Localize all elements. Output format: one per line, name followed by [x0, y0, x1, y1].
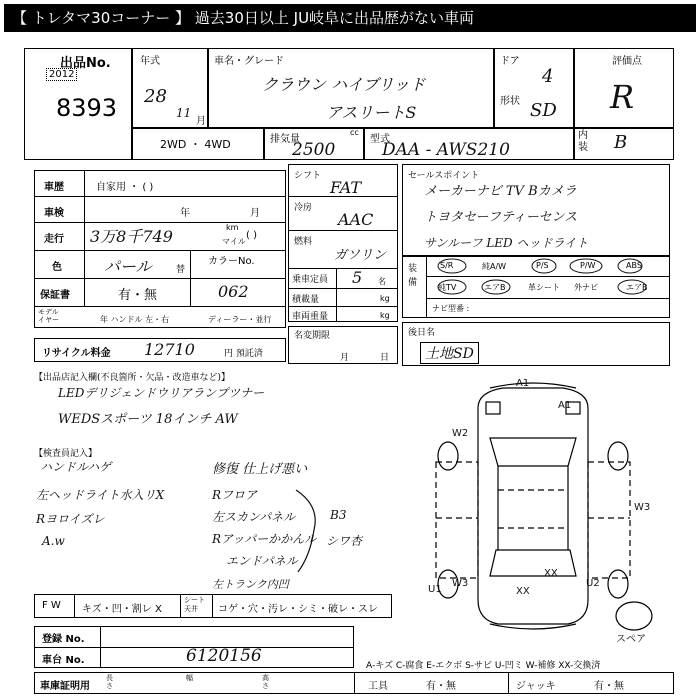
inspector-mid-6: 左トランク内凹 [212, 578, 289, 591]
diagram-mark-w3-left: W3 [452, 578, 469, 589]
inspector-right-2: シワ杏 [326, 534, 363, 548]
diagram-mark-w3-right: W3 [634, 502, 651, 513]
model-year-value: 28 [144, 86, 167, 107]
warranty-label: 保証書 [40, 290, 70, 301]
inspector-mid-2: Rフロア [212, 488, 258, 502]
doors-label: ドア [500, 56, 520, 67]
aircon-value: AAC [338, 210, 374, 229]
footer-width: 幅 [186, 674, 193, 682]
recycle-value: 12710 [144, 340, 195, 359]
info-block [34, 170, 286, 328]
header-title: 【 トレタマ30コーナー 】 過去30日以上 JU岐阜に出品歴がない車両 [12, 9, 475, 27]
lot-year: 2012 [46, 68, 77, 81]
damage-legend: A-キズ C-腐食 E-エクボ S-サビ U-凹ミ W-補修 XX-交換済 [366, 661, 601, 671]
seat-label: シート 天井 [184, 596, 205, 613]
fw-items: キズ・凹・割レ X [82, 604, 162, 615]
inspection-label: 車検 [44, 208, 64, 219]
navi-model: ナビ型番 : [432, 304, 470, 313]
history-label: 車歴 [44, 182, 64, 193]
inspection-year: 年 [180, 208, 190, 219]
exhibitor-note-1: LEDデリジェンドウリアランプツナー [58, 386, 265, 400]
model-year-row-label: モデル イヤー [38, 308, 59, 324]
model-year-month-unit: 月 [196, 116, 206, 127]
capacity-value: 5 [352, 268, 363, 287]
mileage-unit-km: km [226, 223, 239, 232]
load-label: 積載量 [292, 295, 320, 305]
fuel-value: ガソリン [334, 248, 387, 263]
recycle-label: リサイクル料金 [42, 348, 111, 359]
sales-point-2: トヨタセーフティーセンス [424, 210, 578, 225]
shape-label: 形状 [500, 96, 520, 107]
car-damage-diagram [408, 378, 688, 645]
inspector-left-2: 左ヘッドライト水入リX [36, 488, 165, 502]
sales-point-3: サンルーフ LED ヘッドライト [424, 236, 589, 250]
equip-aw: 純A/W [482, 262, 507, 271]
aircon-label: 冷房 [294, 203, 313, 213]
model-code-label: 型式 [370, 134, 390, 145]
equip-navi: 外ナビ [574, 283, 598, 292]
footer-jack-label: ジャッキ [516, 681, 556, 692]
sales-point-1: メーカーナビ TV Bカメラ [424, 184, 577, 199]
model-code-value: DAA - AWS210 [382, 140, 510, 160]
equip-ps: P/S [536, 261, 549, 270]
mileage-unit-mile: マイル [222, 237, 246, 246]
eval-value: R [610, 78, 635, 116]
equip-airbag: エアB [484, 283, 506, 292]
equip-sr: S/R [440, 261, 454, 270]
inspector-left-1: ハンドルハゲ [40, 460, 112, 474]
footer-tools-label: 工具 [368, 681, 388, 692]
mileage-label: 走行 [44, 234, 64, 245]
displacement-value: 2500 [292, 140, 336, 160]
color-alt-label: 替 [176, 265, 186, 275]
sales-points-label: セールスポイント [408, 171, 480, 181]
interior-label: 内装 [578, 130, 588, 153]
dealer-text: ディーラー・並行 [208, 315, 272, 324]
handle-text: 年 ハンドル 左・右 [100, 315, 170, 324]
inspector-brace [290, 486, 330, 576]
equipment-circle-marks [426, 256, 670, 300]
capacity-unit: 名 [378, 277, 386, 286]
history-value: 自家用 ・ ( ) [96, 182, 154, 193]
capacity-label: 乗車定員 [292, 275, 329, 285]
car-grade: アスリートS [326, 103, 417, 122]
inspector-mid-4: Rアッパーかかんル [212, 532, 317, 546]
exhibitor-note-2: WEDSスポーツ 18インチ AW [58, 412, 238, 427]
shift-value: FAT [330, 178, 362, 197]
name-change-day: 日 [380, 353, 390, 363]
inspector-mid-5: エンドパネル [226, 554, 298, 568]
mileage-value: 3万8千749 [90, 227, 173, 246]
doors-value: 4 [542, 66, 554, 87]
car-name: クラウン ハイブリッド [262, 75, 426, 94]
exhibitor-notes-label: 【出品店記入欄(不良箇所・欠品・改造車など)】 [34, 373, 231, 383]
diagram-mark-xx-2: XX [544, 568, 558, 579]
lot-number: 8393 [56, 94, 118, 122]
footer-jack-value: 有・無 [594, 681, 624, 692]
chassis-label: 車台 No. [42, 655, 85, 666]
color-no-value: 062 [218, 282, 249, 301]
inspector-left-3: Rヨロイズレ [36, 512, 105, 526]
displacement-label: 排気量 [270, 134, 300, 145]
color-label: 色 [52, 262, 62, 273]
drive-text: 2WD ・ 4WD [160, 138, 231, 151]
color-no-label: カラーNo. [208, 256, 255, 267]
fw-label: F W [42, 600, 61, 611]
post-name-label: 後日名 [408, 328, 436, 338]
model-year-month: 11 [176, 106, 192, 120]
inspector-mid-3: 左スカンパネル [212, 510, 296, 524]
diagram-mark-a1-top: A1 [516, 378, 530, 389]
diagram-mark-a1-front: A1 [558, 400, 572, 411]
lot-label: 出品No. [60, 56, 111, 71]
diagram-mark-xx-1: XX [516, 586, 530, 597]
equip-airbag-2: エアB [626, 283, 648, 292]
footer-height: 高さ [262, 674, 269, 690]
inspector-right-1: B3 [330, 508, 347, 522]
equip-leather: 革シート [528, 283, 560, 292]
inspection-month: 月 [250, 208, 260, 219]
weight-label: 車両重量 [292, 312, 329, 322]
equip-pw: P/W [580, 261, 596, 270]
mileage-note: ( ) [246, 230, 257, 241]
fuel-label: 燃料 [294, 237, 313, 247]
footer-plate-label: 車庫証明用 [40, 681, 90, 692]
diagram-mark-w2: W2 [452, 428, 469, 439]
registration-label: 登録 No. [42, 634, 85, 645]
diagram-mark-spare: スペア [616, 634, 646, 645]
equipment-label: 装備 [408, 264, 418, 288]
eval-label: 評価点 [612, 56, 642, 67]
header-banner [4, 4, 696, 32]
inspector-label: 【検査員記入】 [34, 449, 98, 459]
warranty-value: 有・無 [118, 288, 158, 303]
footer-length: 長さ [106, 674, 113, 690]
recycle-unit: 円 預託済 [224, 349, 263, 359]
footer-tools-value: 有・無 [426, 681, 456, 692]
inspector-left-4: A.w [42, 534, 65, 548]
model-year-label: 年式 [140, 56, 160, 67]
equip-tv: 純TV [438, 283, 457, 292]
seat-items: コゲ・穴・汚レ・シミ・破レ・スレ [218, 604, 378, 615]
car-name-label: 車名・グレード [214, 56, 284, 67]
shift-label: シフト [294, 171, 322, 181]
name-change-label: 名変期限 [294, 331, 331, 341]
name-change-month: 月 [340, 353, 350, 363]
post-name-value: 土地SD [420, 342, 479, 364]
diagram-mark-u1: U1 [428, 584, 442, 595]
equip-abs: ABS [626, 261, 642, 270]
displacement-unit: cc [350, 128, 359, 137]
diagram-mark-u2: U2 [586, 578, 600, 589]
inspector-mid-1: 修復 仕上げ悪い [212, 462, 308, 477]
load-unit: kg [380, 294, 390, 303]
interior-value: B [614, 132, 628, 153]
color-value: パール [104, 257, 152, 276]
weight-unit: kg [380, 311, 390, 320]
chassis-value: 6120156 [186, 646, 262, 666]
shape-value: SD [530, 100, 557, 121]
